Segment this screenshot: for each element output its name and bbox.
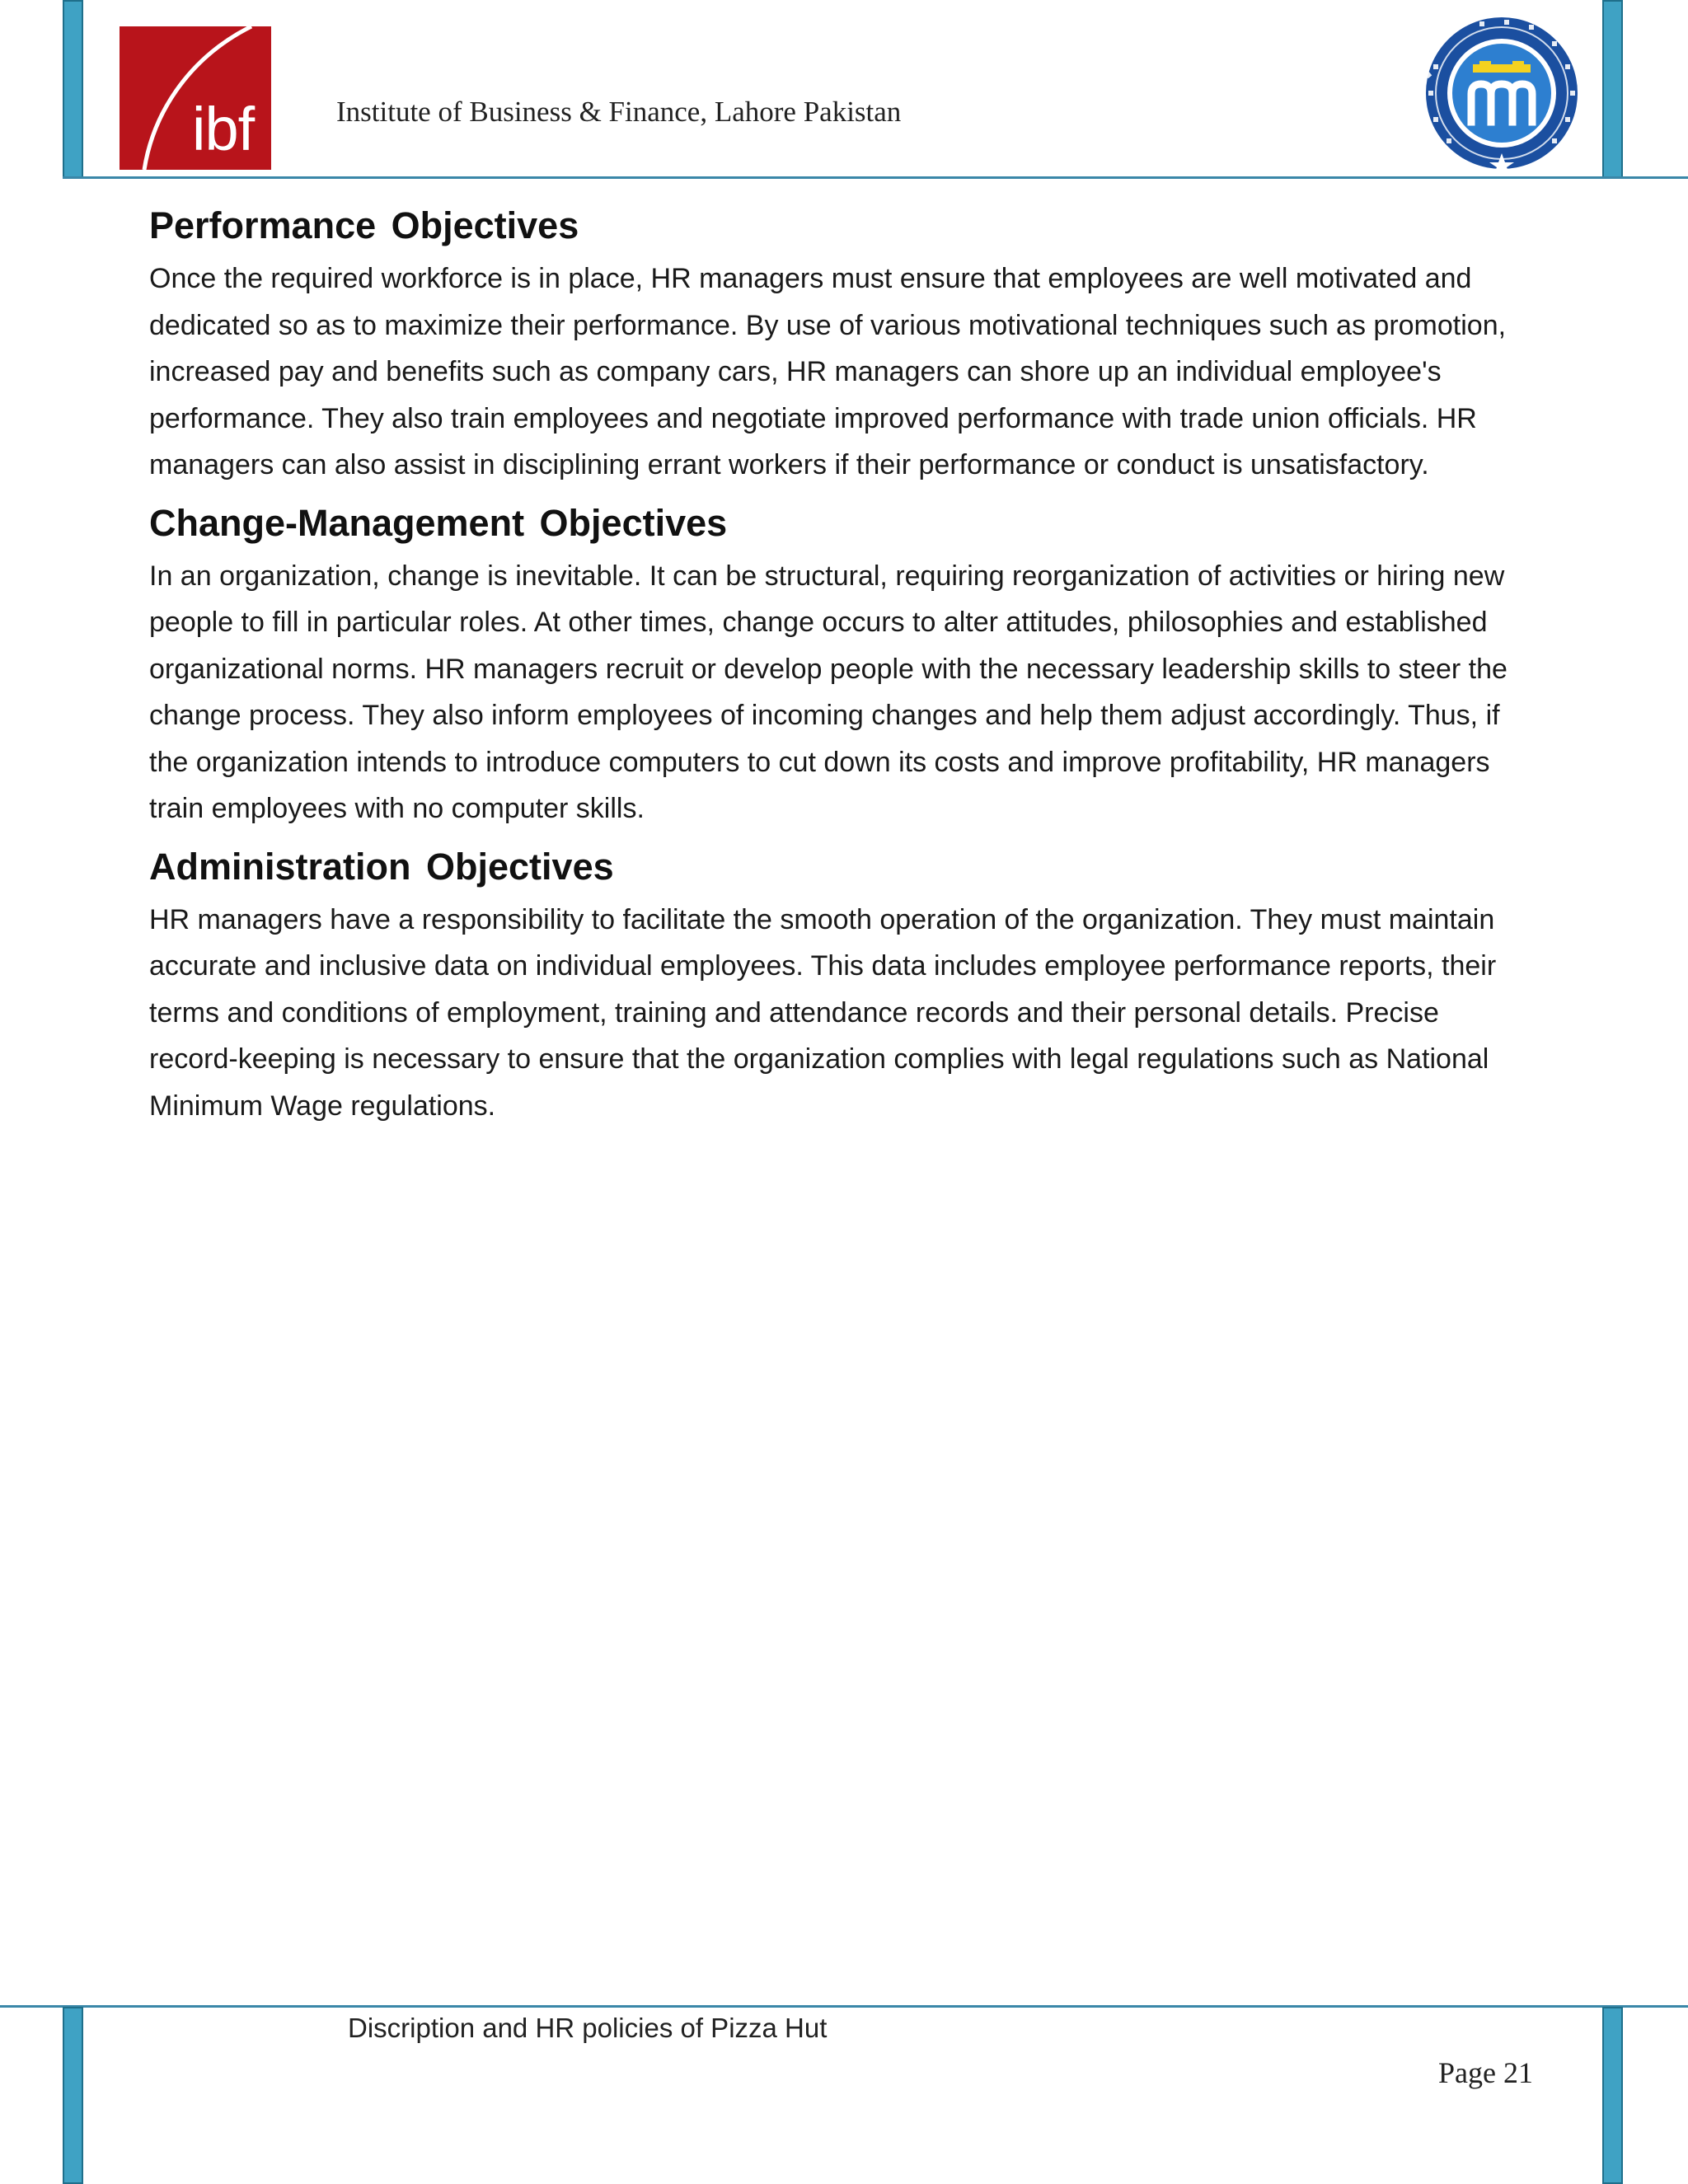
heading-administration-objectives: Administration Objectives xyxy=(149,845,614,888)
paragraph-change-management-objectives: In an organization, change is inevitable. It can be structural, requiring reorganization of activities or hiring new people to fill in particular roles. At other times, change occurs to alter attitudes, philosophies and established organizational norms. HR managers recruit or develop people with the necessary leadership skills to steer the change process. They also inform employees of incoming changes and help them adjust accordingly. Thus, if the organization intends to introduce computers to cut down its costs and improve profitability, HR managers train employees with no computer skills. xyxy=(149,560,1507,824)
university-seal-icon xyxy=(1422,13,1582,173)
header-left-bar xyxy=(63,0,83,178)
header-rule xyxy=(63,176,1688,179)
ibf-logo-text: ibf xyxy=(192,95,255,163)
page-number: Page 21 xyxy=(1438,2056,1533,2089)
footer-document-title: Discription and HR policies of Pizza Hut xyxy=(348,2013,828,2043)
footer-rule xyxy=(0,2005,1688,2008)
document-content xyxy=(149,196,1534,1134)
heading-performance-objectives: Performance Objectives xyxy=(149,204,579,246)
ibf-logo xyxy=(120,26,271,170)
footer-left-bar xyxy=(63,2007,83,2184)
header-right-bar xyxy=(1602,0,1623,178)
institute-title: Institute of Business & Finance, Lahore Pakistan xyxy=(336,96,902,128)
paragraph-administration-objectives: HR managers have a responsibility to facilitate the smooth operation of the organization. They must maintain accurate and inclusive data on individual employees. This data includes employee performance reports, their terms and conditions of employment, training and attendance records and their personal details. Precise record-keeping is necessary to ensure that the organization complies with legal regulations such as National Minimum Wage regulations. xyxy=(149,903,1497,1122)
footer-right-bar xyxy=(1602,2007,1623,2184)
heading-change-management-objectives: Change-Management Objectives xyxy=(149,501,728,544)
paragraph-performance-objectives: Once the required workforce is in place, HR managers must ensure that employees are well motivated and dedicated so as to maximize their performance. By use of various motivational techniques such as promotion, increased pay and benefits such as company cars, HR managers can shore up an individual employee's performance. They also train employees and negotiate improved performance with trade union officials. HR managers can also assist in disciplining errant workers if their performance or conduct is unsatisfactory. xyxy=(149,263,1507,480)
